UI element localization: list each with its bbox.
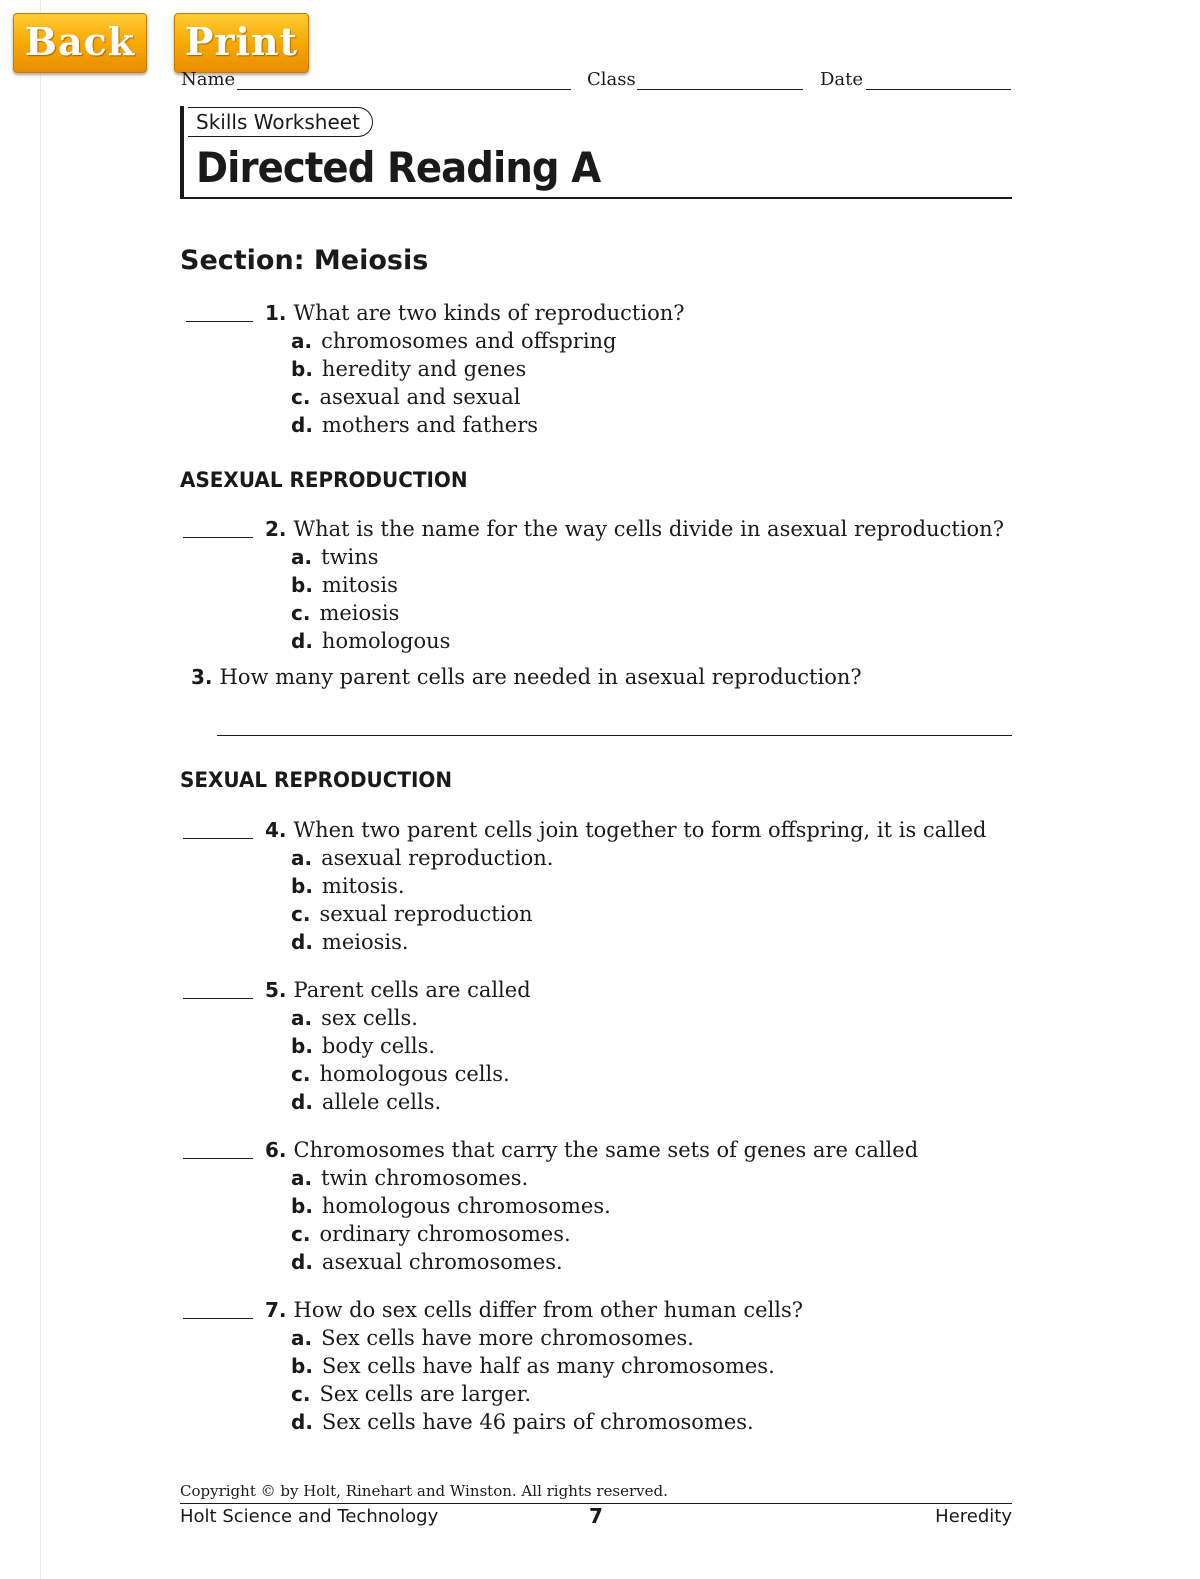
option: [291, 1248, 563, 1276]
option: [291, 599, 399, 627]
question-number: 1.: [265, 301, 287, 325]
option-letter: b.: [291, 1354, 313, 1378]
question-text: [265, 1296, 803, 1324]
option: [291, 411, 538, 439]
question-prompt: What is the name for the way cells divide in asexual reproduction?: [293, 517, 1004, 541]
option-text: mitosis.: [321, 874, 405, 898]
option-letter: a.: [291, 846, 313, 870]
option: [291, 1408, 754, 1436]
question-prompt: How many parent cells are needed in asexual reproduction?: [219, 665, 862, 689]
question-text: [265, 515, 1004, 543]
answer-line[interactable]: [217, 735, 1012, 736]
option: [291, 1324, 694, 1352]
answer-blank[interactable]: [183, 1318, 253, 1319]
title-bar-accent: [180, 106, 184, 199]
option-text: twin chromosomes.: [321, 1166, 529, 1190]
option: [291, 1220, 571, 1248]
option-text: sex cells.: [321, 1006, 418, 1030]
option-letter: c.: [291, 385, 311, 409]
option: [291, 928, 409, 956]
option-text: allele cells.: [321, 1090, 442, 1114]
class-label: Class: [587, 69, 636, 90]
option-text: asexual and sexual: [319, 385, 521, 409]
question-prompt: Chromosomes that carry the same sets of genes are called: [293, 1138, 919, 1162]
option-text: homologous chromosomes.: [321, 1194, 611, 1218]
option-letter: a.: [291, 1326, 313, 1350]
question-number: 7.: [265, 1298, 287, 1322]
option: [291, 1088, 441, 1116]
option-letter: b.: [291, 357, 313, 381]
option-letter: b.: [291, 1194, 313, 1218]
question-prompt: What are two kinds of reproduction?: [293, 301, 685, 325]
footer-publisher: Holt Science and Technology: [180, 1506, 439, 1527]
option-text: twins: [321, 545, 379, 569]
subhead-asexual: ASEXUAL REPRODUCTION: [180, 468, 468, 492]
option-text: Sex cells have half as many chromosomes.: [321, 1354, 775, 1378]
option-text: asexual reproduction.: [321, 846, 554, 870]
answer-blank[interactable]: [183, 1158, 253, 1159]
option: [291, 543, 379, 571]
option: [291, 355, 526, 383]
question-text: [265, 816, 987, 844]
name-field[interactable]: [237, 89, 571, 90]
title-rule: [180, 197, 1012, 199]
footer-chapter: Heredity: [935, 1506, 1012, 1527]
answer-blank[interactable]: [186, 321, 253, 322]
question-text: [265, 976, 531, 1004]
option: [291, 1004, 418, 1032]
option-letter: d.: [291, 1090, 313, 1114]
option-letter: d.: [291, 413, 313, 437]
option-letter: a.: [291, 1006, 313, 1030]
question-prompt: When two parent cells join together to form offspring, it is called: [293, 818, 987, 842]
copyright-notice: Copyright © by Holt, Rinehart and Winston. All rights reserved.: [180, 1482, 668, 1500]
option-text: ordinary chromosomes.: [319, 1222, 571, 1246]
page-number: 7: [589, 1504, 603, 1528]
option: [291, 1192, 611, 1220]
question-text: [265, 1136, 918, 1164]
name-label: Name: [181, 69, 236, 90]
option-letter: a.: [291, 329, 313, 353]
option-letter: b.: [291, 1034, 313, 1058]
question-number: 3.: [191, 665, 213, 689]
option: [291, 1164, 528, 1192]
question-number: 4.: [265, 818, 287, 842]
option: [291, 1032, 435, 1060]
option: [291, 1060, 510, 1088]
option-text: homologous cells.: [319, 1062, 510, 1086]
option-letter: d.: [291, 629, 313, 653]
option-text: heredity and genes: [321, 357, 527, 381]
print-button[interactable]: Print: [174, 13, 309, 73]
question-number: 6.: [265, 1138, 287, 1162]
option-text: meiosis.: [321, 930, 409, 954]
option-letter: c.: [291, 1062, 311, 1086]
question-text: [265, 299, 685, 327]
answer-blank[interactable]: [183, 537, 253, 538]
page-title: Directed Reading A: [196, 143, 601, 192]
option-text: chromosomes and offspring: [321, 329, 617, 353]
option: [291, 1352, 775, 1380]
option-letter: c.: [291, 1382, 311, 1406]
option: [291, 327, 617, 355]
question-prompt: Parent cells are called: [293, 978, 531, 1002]
question-number: 2.: [265, 517, 287, 541]
option-letter: d.: [291, 1410, 313, 1434]
answer-blank[interactable]: [183, 998, 253, 999]
option-letter: b.: [291, 874, 313, 898]
option-text: Sex cells are larger.: [319, 1382, 532, 1406]
option: [291, 383, 520, 411]
question-prompt: How do sex cells differ from other human cells?: [293, 1298, 804, 1322]
option-text: Sex cells have 46 pairs of chromosomes.: [321, 1410, 754, 1434]
option-letter: c.: [291, 1222, 311, 1246]
option: [291, 1380, 531, 1408]
page-edge: [40, 0, 41, 1579]
option-text: mothers and fathers: [321, 413, 539, 437]
date-label: Date: [820, 69, 864, 90]
option-text: Sex cells have more chromosomes.: [321, 1326, 694, 1350]
subhead-sexual: SEXUAL REPRODUCTION: [180, 768, 453, 792]
option-text: asexual chromosomes.: [321, 1250, 563, 1274]
option: [291, 872, 405, 900]
option-letter: b.: [291, 573, 313, 597]
question-text: [191, 663, 862, 691]
option-text: sexual reproduction: [319, 902, 533, 926]
option-text: meiosis: [319, 601, 400, 625]
option-text: homologous: [321, 629, 451, 653]
option-letter: c.: [291, 601, 311, 625]
section-title: Section: Meiosis: [180, 245, 429, 276]
option: [291, 844, 553, 872]
option-letter: c.: [291, 902, 311, 926]
option-letter: d.: [291, 930, 313, 954]
class-field[interactable]: [637, 89, 803, 90]
option: [291, 900, 533, 928]
answer-blank[interactable]: [183, 838, 253, 839]
option: [291, 571, 398, 599]
back-button[interactable]: Back: [13, 13, 147, 73]
worksheet-tag: Skills Worksheet: [188, 107, 373, 137]
date-field[interactable]: [866, 89, 1011, 90]
option-letter: d.: [291, 1250, 313, 1274]
option-letter: a.: [291, 1166, 313, 1190]
question-number: 5.: [265, 978, 287, 1002]
option-letter: a.: [291, 545, 313, 569]
option-text: body cells.: [321, 1034, 436, 1058]
option-text: mitosis: [321, 573, 398, 597]
option: [291, 627, 450, 655]
